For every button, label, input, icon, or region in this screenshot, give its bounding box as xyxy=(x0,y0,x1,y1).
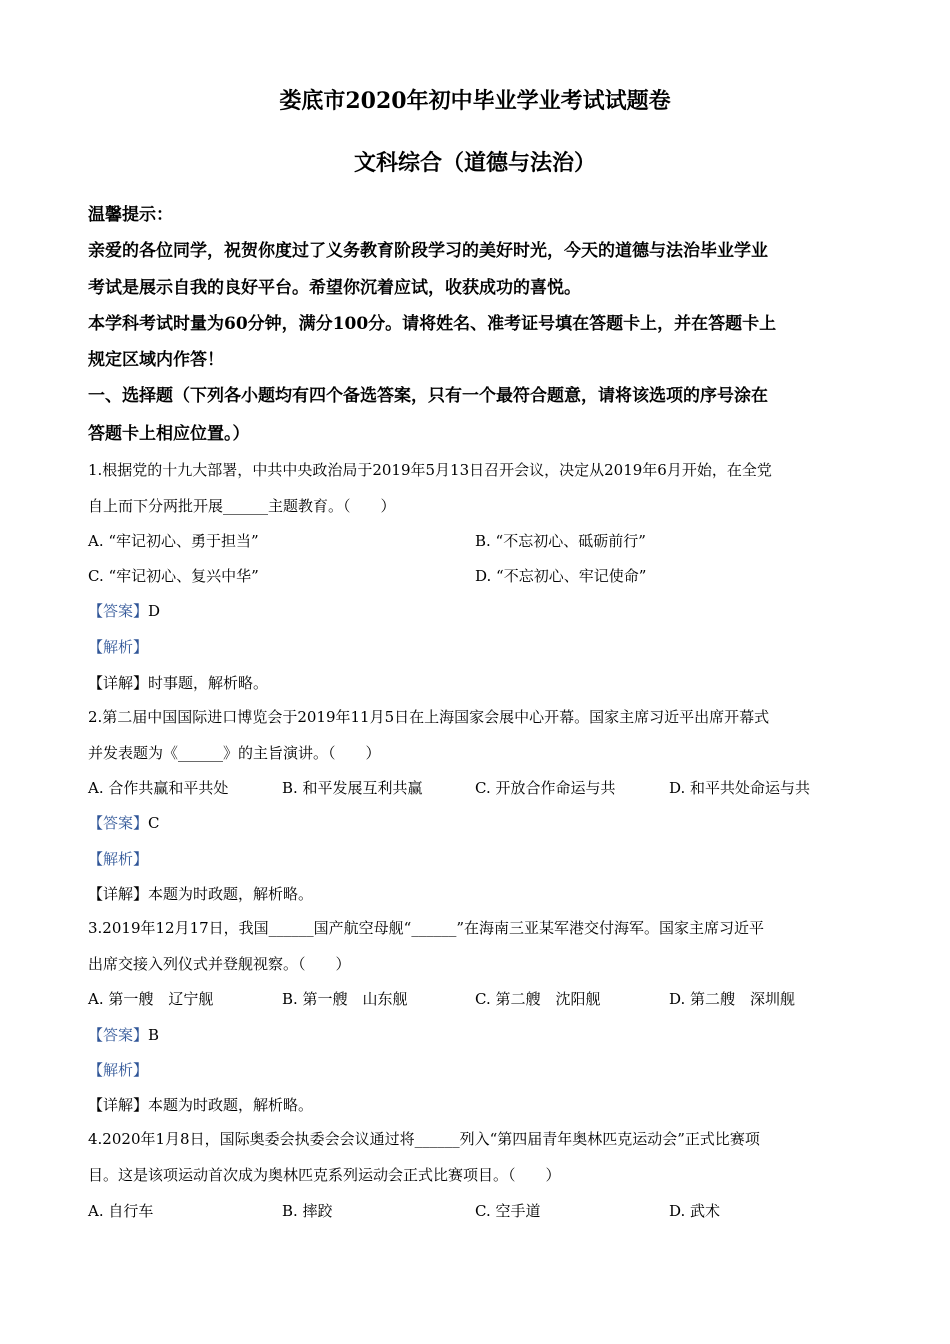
answer-label: 【答案】 xyxy=(88,602,149,620)
question-2-option-b: B. 和平发展互利共赢 xyxy=(282,779,423,797)
detail-text: 本题为时政题，解析略。 xyxy=(148,1096,314,1114)
question-3-option-b: B. 第一艘 山东舰 xyxy=(282,990,408,1008)
question-1-option-c: C. “牢记初心、复兴中华” xyxy=(88,567,259,585)
detail-text: 本题为时政题，解析略。 xyxy=(148,885,314,903)
question-4-line-2: 目。这是该项运动首次成为奥林匹克系列运动会正式比赛项目。（ ） xyxy=(88,1166,561,1184)
question-2-line-2: 并发表题为《______》的主旨演讲。（ ） xyxy=(88,744,381,762)
question-2-answer xyxy=(88,812,868,834)
tip-label: 温馨提示： xyxy=(88,205,173,225)
question-3-answer xyxy=(88,1024,868,1046)
question-3-option-d: D. 第二艘 深圳舰 xyxy=(669,990,796,1008)
answer-value: D xyxy=(148,602,161,620)
intro-line-1: 亲爱的各位同学，祝贺你度过了义务教育阶段学习的美好时光，今天的道德与法治毕业学业 xyxy=(88,241,768,261)
exam-subtitle: 文科综合（道德与法治） xyxy=(353,150,596,176)
question-4-option-a: A. 自行车 xyxy=(88,1202,154,1220)
question-1-detail xyxy=(88,672,868,694)
answer-label: 【答案】 xyxy=(88,814,149,832)
question-4-option-d: D. 武术 xyxy=(669,1202,721,1220)
section-heading-line-2: 答题卡上相应位置。） xyxy=(88,424,250,444)
question-2-detail xyxy=(88,883,868,905)
question-1-option-a: A. “牢记初心、勇于担当” xyxy=(88,532,259,550)
intro-line-3: 本学科考试时量为60分钟，满分100分。请将姓名、准考证号填在答题卡上，并在答题卡上 xyxy=(88,314,777,334)
question-2-option-d: D. 和平共处命运与共 xyxy=(669,779,811,797)
question-3-line-2: 出席交接入列仪式并登舰视察。（ ） xyxy=(88,955,351,973)
question-3-line-1: 3.2019年12月17日，我国______国产航空母舰“______”在海南三亚某军港交付海军。国家主席习近平 xyxy=(88,919,764,937)
question-3-option-c: C. 第二艘 沈阳舰 xyxy=(475,990,601,1008)
question-3-detail xyxy=(88,1094,868,1116)
question-1-line-1: 1.根据党的十九大部署，中共中央政治局于2019年5月13日召开会议，决定从2019年6月开始，在全党 xyxy=(88,461,772,479)
question-1-answer xyxy=(88,600,868,622)
detail-label: 【详解】 xyxy=(88,674,149,692)
question-1-analysis-label: 【解析】 xyxy=(88,638,149,656)
question-2-option-a: A. 合作共赢和平共处 xyxy=(88,779,229,797)
question-1-line-2: 自上而下分两批开展______主题教育。（ ） xyxy=(88,497,396,515)
question-4-option-c: C. 空手道 xyxy=(475,1202,541,1220)
question-2-option-c: C. 开放合作命运与共 xyxy=(475,779,616,797)
detail-label: 【详解】 xyxy=(88,885,149,903)
question-2-analysis-label: 【解析】 xyxy=(88,850,149,868)
question-1-option-b: B. “不忘初心、砥砺前行” xyxy=(475,532,646,550)
section-heading-line-1: 一、选择题（下列各小题均有四个备选答案，只有一个最符合题意，请将该选项的序号涂在 xyxy=(88,386,768,406)
answer-value: C xyxy=(148,814,160,832)
question-3-analysis-label: 【解析】 xyxy=(88,1061,149,1079)
answer-value: B xyxy=(148,1026,160,1044)
detail-label: 【详解】 xyxy=(88,1096,149,1114)
question-2-line-1: 2.第二届中国国际进口博览会于2019年11月5日在上海国家会展中心开幕。国家主席习近平出席开幕式 xyxy=(88,708,770,726)
exam-title: 娄底市2020年初中毕业学业考试试题卷 xyxy=(279,88,671,114)
detail-text: 时事题，解析略。 xyxy=(148,674,269,692)
intro-line-2: 考试是展示自我的良好平台。希望你沉着应试，收获成功的喜悦。 xyxy=(88,278,581,298)
question-4-line-1: 4.2020年1月8日，国际奥委会执委会会议通过将______列入“第四届青年奥林匹克运动会”正式比赛项 xyxy=(88,1130,760,1148)
answer-label: 【答案】 xyxy=(88,1026,149,1044)
intro-line-4: 规定区域内作答！ xyxy=(88,350,224,370)
question-1-option-d: D. “不忘初心、牢记使命” xyxy=(475,567,647,585)
question-4-option-b: B. 摔跤 xyxy=(282,1202,333,1220)
question-3-option-a: A. 第一艘 辽宁舰 xyxy=(88,990,214,1008)
